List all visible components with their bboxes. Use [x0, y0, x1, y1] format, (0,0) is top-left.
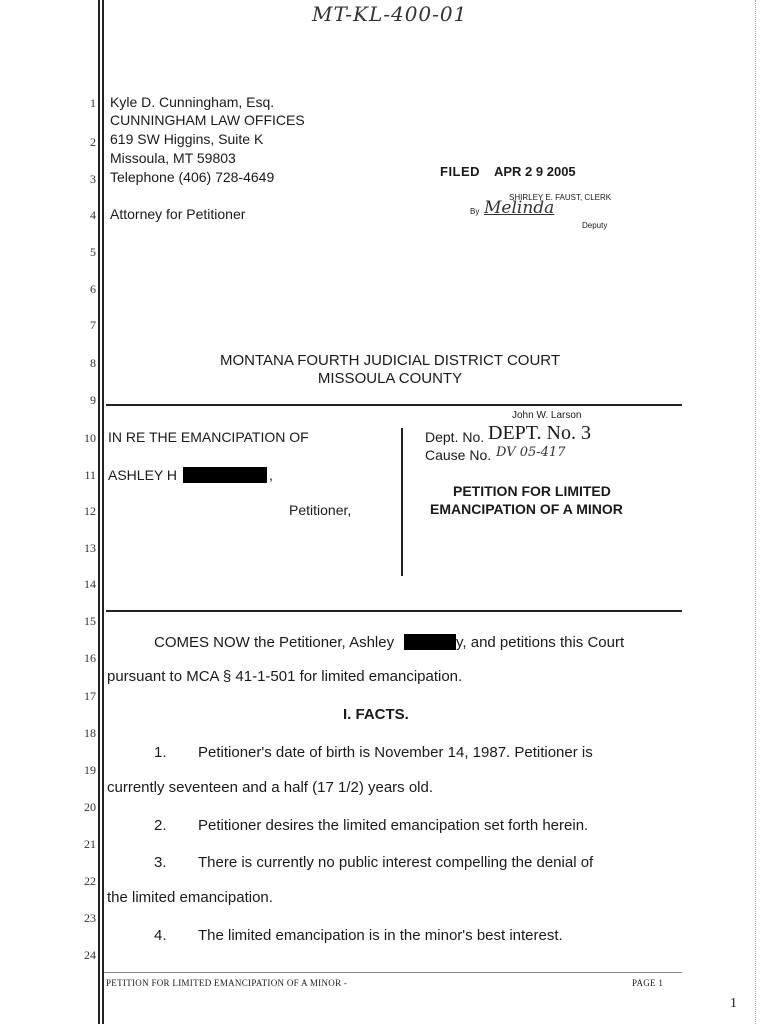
dept-label: Dept. No. [425, 429, 485, 445]
line-number: 17 [84, 689, 96, 703]
cause-label: Cause No. [425, 447, 492, 463]
fact-text: There is currently no public interest compelling the denial of [198, 854, 594, 871]
line-number: 13 [84, 541, 96, 555]
dept-stamp: DEPT. No. 3 [488, 422, 591, 444]
intro-text-a: COMES NOW the Petitioner, Ashley [154, 634, 395, 651]
fact-text: currently seventeen and a half (17 1/2) years old. [107, 779, 434, 796]
line-number: 6 [90, 282, 96, 296]
line-number: 12 [84, 504, 96, 518]
clerk-signature: Melinda [484, 198, 555, 218]
telephone: Telephone (406) 728-4649 [110, 169, 275, 185]
page-marker: 1 [730, 996, 737, 1011]
by-label: By [470, 207, 480, 216]
footer-page: PAGE 1 [632, 978, 664, 988]
line-number: 1 [90, 96, 96, 110]
court-name: MONTANA FOURTH JUDICIAL DISTRICT COURT [219, 352, 561, 369]
petitioner-name: ASHLEY H [108, 467, 177, 483]
line-number: 22 [84, 874, 96, 888]
deputy-label: Deputy [582, 221, 608, 230]
line-number: 21 [84, 837, 96, 851]
fact-text: Petitioner's date of birth is November 14, 1987. Petitioner is [198, 744, 593, 761]
fact-text: Petitioner desires the limited emancipation set forth herein. [198, 817, 589, 834]
filed-date: APR 2 9 2005 [494, 164, 576, 179]
name-comma: , [269, 467, 273, 483]
court-county: MISSOULA COUNTY [317, 370, 463, 387]
line-number: 7 [90, 318, 96, 332]
right-margin-dots [755, 0, 756, 1024]
line-number: 15 [84, 614, 96, 628]
address-line-2: Missoula, MT 59803 [110, 150, 236, 166]
line-number: 11 [84, 468, 96, 482]
line-number: 19 [84, 763, 96, 777]
law-firm-name: CUNNINGHAM LAW OFFICES [110, 112, 305, 128]
line-number: 23 [84, 911, 96, 925]
line-number: 20 [84, 800, 96, 814]
attorney-role: Attorney for Petitioner [110, 206, 246, 222]
fact-text: The limited emancipation is in the minor's best interest. [198, 927, 563, 944]
line-number: 8 [90, 356, 96, 370]
fact-number: 2. [154, 817, 167, 834]
header-handwritten-number: MT-KL-400-01 [312, 2, 468, 26]
clerk-name: SHIRLEY E. FAUST, CLERK [509, 193, 612, 202]
intro-text-c: pursuant to MCA § 41-1-501 for limited emancipation. [107, 668, 463, 685]
line-number: 16 [84, 651, 96, 665]
fact-text: the limited emancipation. [107, 889, 273, 906]
caption-divider [401, 428, 403, 576]
line-number: 3 [90, 172, 96, 186]
footer-title: PETITION FOR LIMITED EMANCIPATION OF A MINOR - [106, 978, 348, 988]
left-margin-rule-inner [102, 0, 104, 1024]
judge-name: John W. Larson [512, 410, 582, 421]
line-number: 9 [90, 393, 96, 407]
fact-number: 4. [154, 927, 167, 944]
attorney-name: Kyle D. Cunningham, Esq. [110, 94, 275, 110]
fact-number: 3. [154, 854, 167, 871]
in-re-line: IN RE THE EMANCIPATION OF [108, 429, 309, 445]
line-number: 18 [84, 726, 96, 740]
line-number: 2 [90, 135, 96, 149]
redaction-bar [404, 634, 456, 650]
fact-number: 1. [154, 744, 167, 761]
left-margin-rule-outer [98, 0, 100, 1024]
line-number: 10 [84, 431, 96, 445]
line-number: 14 [84, 577, 96, 591]
filed-label: FILED [440, 164, 481, 179]
address-line-1: 619 SW Higgins, Suite K [110, 131, 264, 147]
line-number: 5 [90, 245, 96, 259]
petitioner-label: Petitioner, [289, 502, 352, 518]
caption-bottom-rule [106, 610, 682, 612]
section-heading-facts: I. FACTS. [343, 706, 409, 723]
redaction-bar [183, 467, 267, 483]
line-number: 24 [84, 948, 96, 962]
cause-number: DV 05-417 [496, 445, 566, 460]
document-title-line-2: EMANCIPATION OF A MINOR [430, 501, 623, 517]
caption-top-rule [106, 404, 682, 406]
footer-rule [104, 972, 682, 973]
document-title-line-1: PETITION FOR LIMITED [453, 483, 611, 499]
line-number: 4 [90, 208, 96, 222]
intro-text-b: y, and petitions this Court [456, 634, 625, 651]
